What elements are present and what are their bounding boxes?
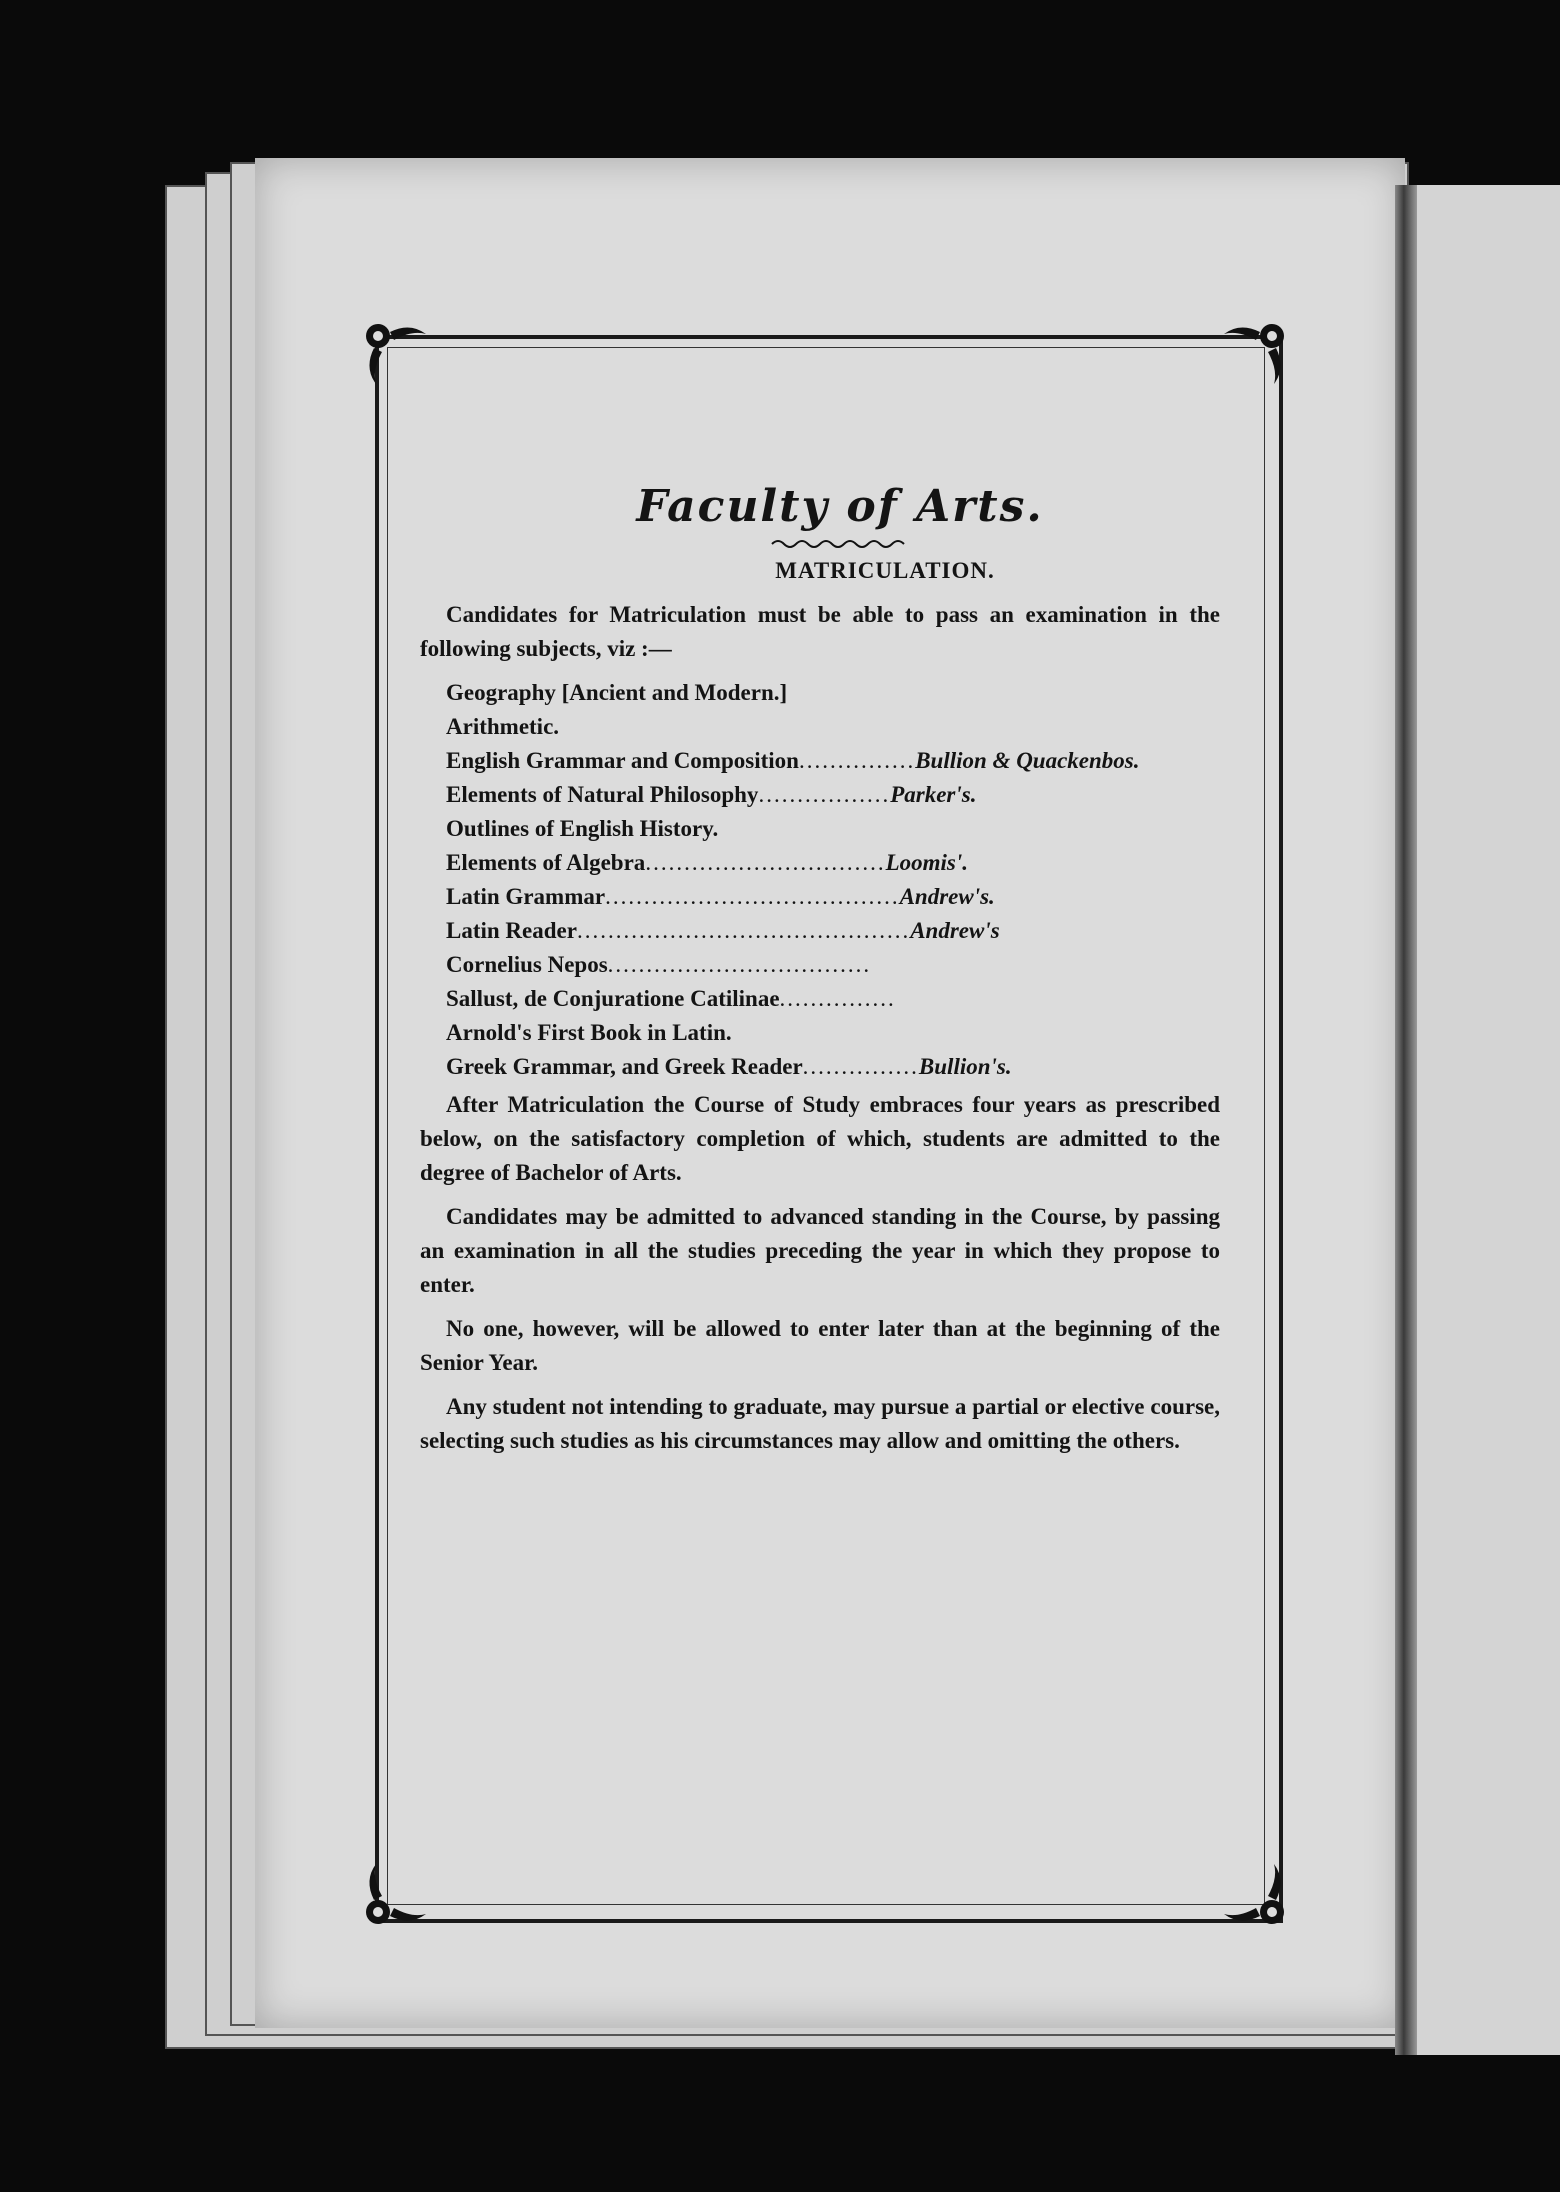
list-item: Geography [Ancient and Modern.] [446, 680, 788, 705]
list-item: Outlines of English History. [446, 816, 719, 841]
body-paragraph: Any student not intending to graduate, may pursue a partial or elective course, selecting such studies as his circumstances may allow and omitting the others. [420, 1394, 1220, 1453]
list-item: Arnold's First Book in Latin. [446, 1020, 732, 1045]
corner-ornament-icon [1220, 318, 1290, 388]
page-gutter [1395, 185, 1417, 2055]
corner-ornament-icon [360, 1860, 430, 1930]
title-flourish-icon [460, 528, 1220, 548]
section-heading: MATRICULATION. [775, 558, 995, 583]
page-title: Faculty of Arts. [636, 481, 1044, 532]
list-item: Cornelius Nepos .................................. [446, 952, 872, 977]
list-item: Greek Grammar, and Greek Reader ............... Bullion's. [446, 1054, 1012, 1079]
list-item: Elements of Natural Philosophy ................. Parker's. [446, 782, 977, 807]
page-content [420, 481, 1220, 1468]
list-item: Arithmetic. [446, 714, 560, 739]
corner-ornament-icon [360, 318, 430, 388]
list-item: Sallust, de Conjuratione Catilinae ............... [446, 986, 896, 1011]
intro-paragraph: Candidates for Matriculation must be able to pass an examination in the following subjects, viz :— [420, 602, 1220, 661]
list-item: Latin Grammar ...................................... Andrew's. [446, 884, 995, 909]
corner-ornament-icon [1220, 1860, 1290, 1930]
list-item: English Grammar and Composition ............... Bullion & Quackenbos. [446, 748, 1140, 773]
facing-page [1405, 185, 1560, 2055]
subjects-list [446, 676, 1220, 1084]
list-item: Elements of Algebra ............................... Loomis'. [446, 850, 968, 875]
body-paragraph: After Matriculation the Course of Study embraces four years as prescribed below, on the satisfactory completion of which, students are admitted to the degree of Bachelor of Arts. [420, 1092, 1220, 1185]
body-paragraph: Candidates may be admitted to advanced standing in the Course, by passing an examination in all the studies preceding the year in which they propose to enter. [420, 1204, 1220, 1297]
list-item: Latin Reader ........................................... Andrew's [446, 918, 1000, 943]
body-paragraph: No one, however, will be allowed to enter later than at the beginning of the Senior Year. [420, 1316, 1220, 1375]
